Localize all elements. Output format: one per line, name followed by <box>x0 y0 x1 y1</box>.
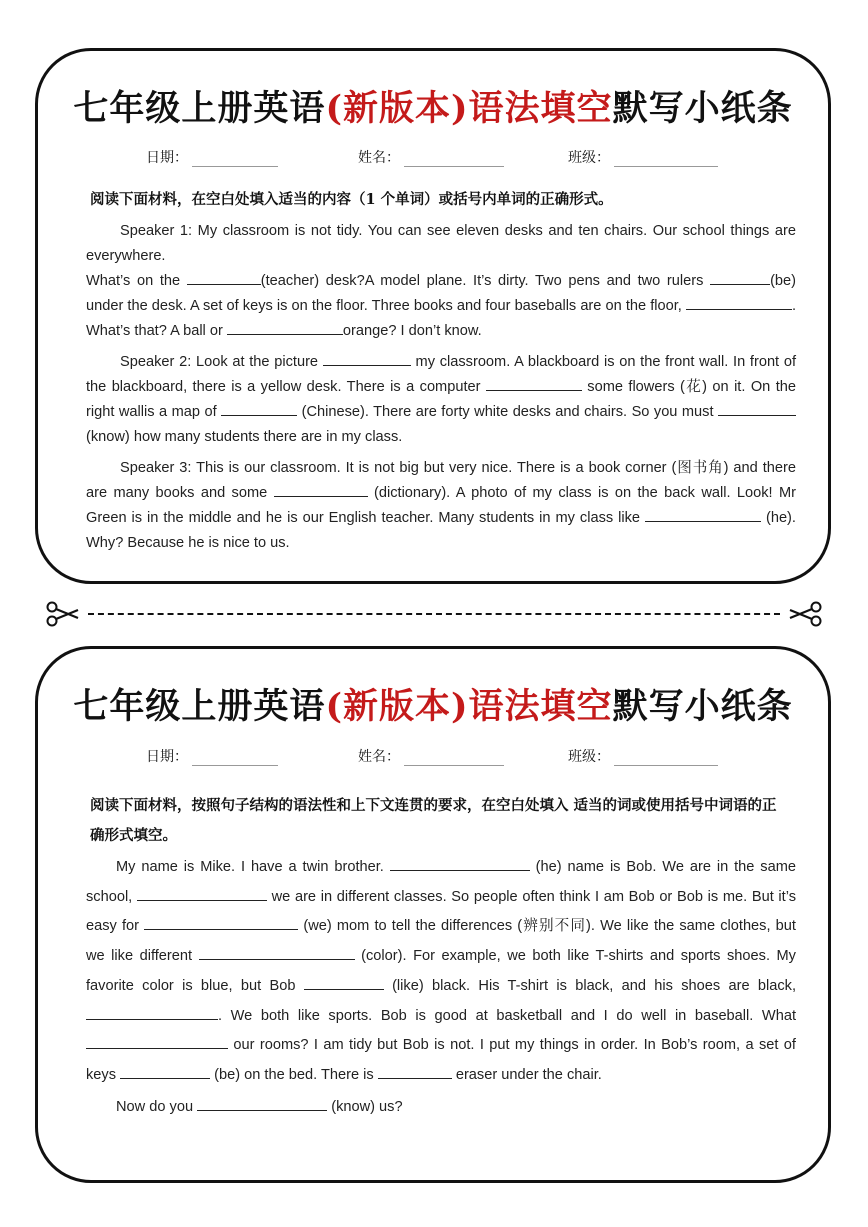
blank-19[interactable] <box>378 1065 452 1079</box>
date-blank[interactable] <box>192 753 278 766</box>
card2-passage <box>86 853 796 1122</box>
card2-paragraph-1: My name is Mike. I have a twin brother. (he) name is Bob. We are in the same school, we are in different classes. So people often think I am Bob or Bob is me. But it’s easy for (we) mom to tell the differences (辨别不同). We like the same clothes, but we like different (color). For example, we both like T-shirts and sports shoes. My favorite color is blue, but Bob (like) black. His T-shirt is black, and his shoes are black, . We both like sports. Bob is good at basketball and I do well in baseball. What our rooms? I am tidy but Bob is not. I put my things in order. In Bob’s room, a set of keys (be) on the bed. There is eraser under the chair. <box>86 859 797 1083</box>
card1-paragraph-2: Speaker 2: Look at the picture my classroom. A blackboard is on the front wall. In front of the blackboard, there is a yellow desk. There is a computer some flowers (花) on it. On the right wallis a map of (Chinese). There are forty white desks and chairs. So you must (know) how many students there are in my class. <box>86 354 797 445</box>
scissors-icon <box>46 601 80 627</box>
date-field: 日期： <box>146 147 278 167</box>
blank-2[interactable] <box>710 271 770 285</box>
dashed-cut-line <box>88 613 780 615</box>
blank-10[interactable] <box>645 508 761 522</box>
blank-9[interactable] <box>274 483 368 497</box>
card1-paragraph-3: Speaker 3: This is our classroom. It is not big but very nice. There is a book corner (图书角) and there are many books and some (dictionary). A photo of my class is on the back wall. Look! Mr Green is in the middle and he is our English teacher. Many students in my class like (he). Why? Because he is nice to us. <box>86 460 796 551</box>
blank-8[interactable] <box>718 402 796 416</box>
card1-title: 七年级上册英语(新版本)语法填空默写小纸条 <box>73 88 793 129</box>
blank-18[interactable] <box>120 1065 210 1079</box>
blank-16[interactable] <box>86 1006 218 1020</box>
worksheet-card-1 <box>35 48 831 584</box>
blank-3[interactable] <box>686 296 792 310</box>
blank-15[interactable] <box>304 976 384 990</box>
blank-11[interactable] <box>390 857 530 871</box>
blank-5[interactable] <box>323 352 411 366</box>
card1-info-row <box>38 147 828 167</box>
card1-instruction: 阅读下面材料，在空白处填入适当的内容（1 个单词）或括号内单词的正确形式。 <box>90 191 613 208</box>
class-blank[interactable] <box>614 154 718 167</box>
date-blank[interactable] <box>192 154 278 167</box>
card2-instruction: 阅读下面材料，按照句子结构的语法性和上下文连贯的要求，在空白处填入 适当的词或使用括号中词语的正确形式填空。 <box>90 797 777 844</box>
blank-17[interactable] <box>86 1035 228 1049</box>
blank-1[interactable] <box>187 271 261 285</box>
scissors-icon <box>788 601 822 627</box>
class-blank[interactable] <box>614 753 718 766</box>
date-field: 日期： <box>146 746 278 766</box>
blank-14[interactable] <box>199 946 355 960</box>
card1-paragraph-1: Speaker 1: My classroom is not tidy. You can see eleven desks and ten chairs. Our school things are everywhere. What’s on the (teacher) desk?A model plane. It’s dirty. Two pens and two rulers (be) under the desk. A set of keys is on the floor. Three books and four baseballs are on the floor, . What’s that? A ball or orange? I don’t know. <box>86 223 797 339</box>
blank-6[interactable] <box>486 377 582 391</box>
card1-passage <box>86 219 796 556</box>
name-field: 姓名： <box>358 746 504 766</box>
blank-12[interactable] <box>137 887 267 901</box>
cut-line <box>46 601 822 627</box>
blank-13[interactable] <box>144 916 298 930</box>
card2-paragraph-2: Now do you (know) us? <box>116 1098 403 1115</box>
class-field: 班级： <box>568 147 718 167</box>
card2-info-row <box>38 746 828 766</box>
blank-7[interactable] <box>221 402 297 416</box>
worksheet-card-2 <box>35 646 831 1183</box>
blank-20[interactable] <box>197 1097 327 1111</box>
name-blank[interactable] <box>404 154 504 167</box>
blank-4[interactable] <box>227 321 343 335</box>
name-field: 姓名： <box>358 147 504 167</box>
class-field: 班级： <box>568 746 718 766</box>
name-blank[interactable] <box>404 753 504 766</box>
card2-title: 七年级上册英语(新版本)语法填空默写小纸条 <box>73 686 793 727</box>
